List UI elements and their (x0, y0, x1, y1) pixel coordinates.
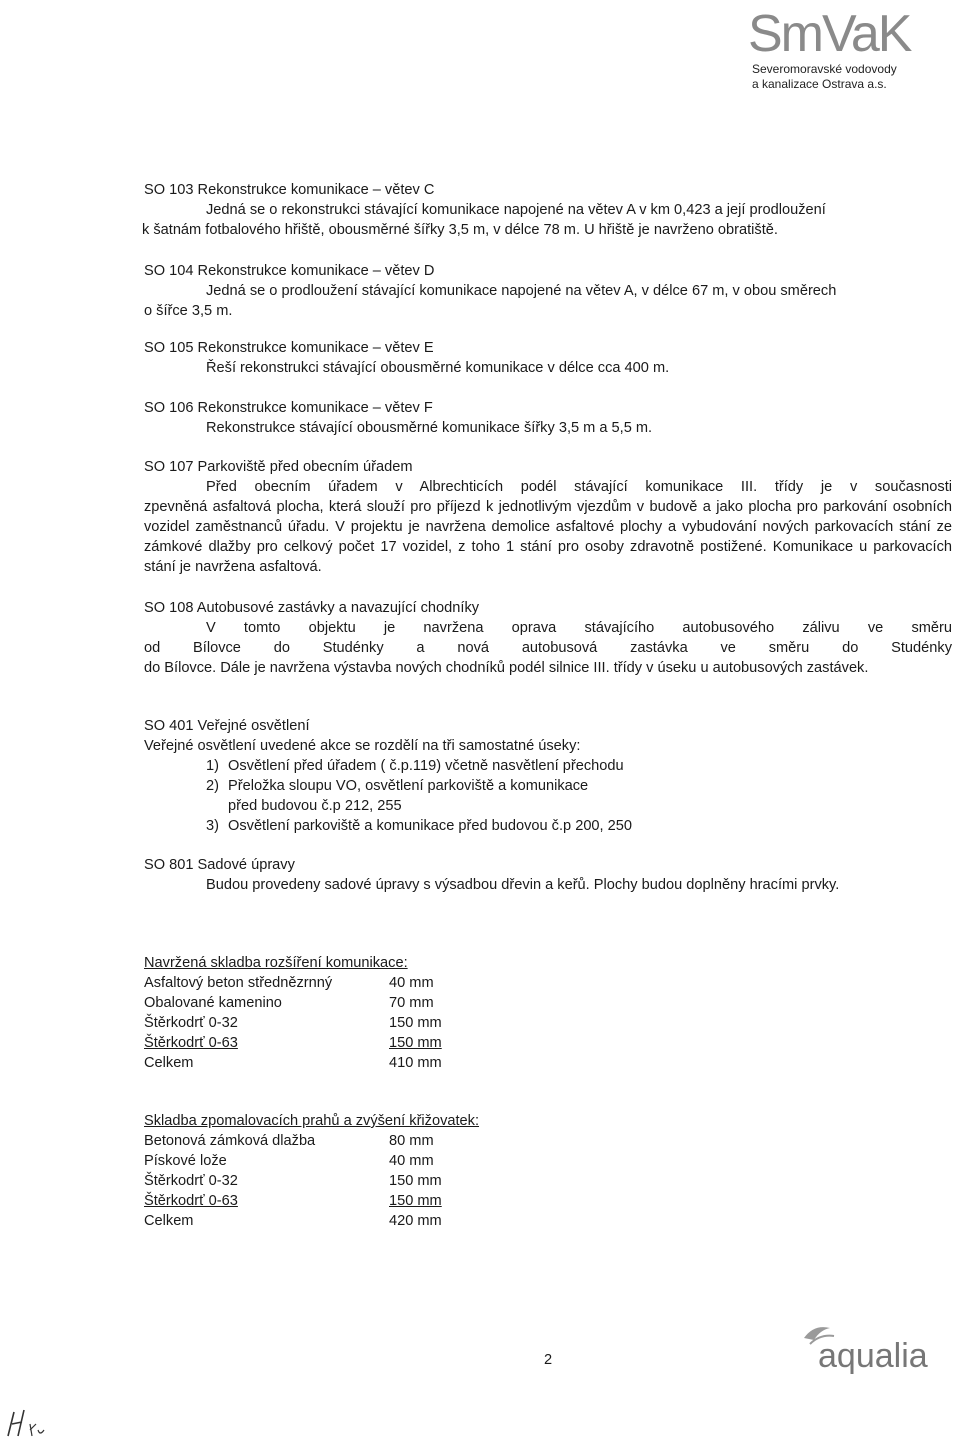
section-body-line: Řeší rekonstrukci stávající obousměrné komunikace v délce cca 400 m. (206, 360, 670, 376)
material-name: Betonová zámková dlažba (144, 1133, 316, 1149)
road-widening-composition (144, 953, 544, 1073)
composition-total-row (144, 1211, 544, 1231)
section-title: SO 401 Veřejné osvětlení (144, 718, 310, 734)
smvak-logo-mark: SmVaK (748, 5, 911, 63)
section-title: SO 104 Rekonstrukce komunikace – větev D (144, 263, 435, 279)
section-body-paragraph: do Bílovce. Dále je navržena výstavba nových chodníků podél silnice III. třídy v úseku u autobusových zastávek. (144, 660, 869, 676)
section-title: SO 106 Rekonstrukce komunikace – větev F (144, 400, 433, 416)
section-body-line: Před obecním úřadem v Albrechticích podél stávající komunikace III. třídy je v současnosti (206, 479, 952, 495)
composition-row (144, 1151, 544, 1171)
material-thickness: 150 mm (389, 1193, 442, 1209)
speed-bump-composition (144, 1111, 544, 1231)
section-title: SO 107 Parkoviště před obecním úřadem (144, 459, 413, 475)
material-name: Štěrkodrť 0-32 (144, 1015, 238, 1031)
section-so-104 (144, 261, 952, 321)
smvak-logo (748, 6, 948, 110)
material-thickness: 150 mm (389, 1035, 442, 1051)
section-body-line: o šířce 3,5 m. (144, 303, 233, 319)
list-item-number: 3) (206, 818, 219, 834)
material-name: Celkem (144, 1055, 194, 1071)
list-item (206, 756, 952, 776)
section-body-line: Jedná se o prodloužení stávající komunikace napojené na větev A, v délce 67 m, v obou směrech (206, 283, 837, 299)
material-thickness: 40 mm (389, 975, 434, 991)
aqualia-logo-text: aqualia (818, 1337, 928, 1375)
section-body-line: k šatnám fotbalového hřiště, obousměrné šířky 3,5 m, v délce 78 m. U hřiště je navrženo obratiště. (142, 222, 778, 238)
list-item-text: Osvětlení parkoviště a komunikace před budovou č.p 200, 250 (228, 818, 633, 834)
material-name: Štěrkodrť 0-32 (144, 1173, 238, 1189)
material-thickness: 70 mm (389, 995, 434, 1011)
material-name: Pískové lože (144, 1153, 227, 1169)
material-thickness: 40 mm (389, 1153, 434, 1169)
section-title: SO 801 Sadové úpravy (144, 857, 295, 873)
section-intro: Veřejné osvětlení uvedené akce se rozdělí na tři samostatné úseky: (144, 738, 581, 754)
section-body-line: V tomto objektu je navržena oprava stávajícího autobusového zálivu ve směru (206, 620, 952, 636)
handwritten-signature (4, 1406, 54, 1440)
material-name: Celkem (144, 1213, 194, 1229)
section-title: SO 103 Rekonstrukce komunikace – větev C (144, 182, 435, 198)
composition-title: Navržená skladba rozšíření komunikace: (144, 955, 408, 971)
list-item (206, 816, 952, 836)
section-so-401 (144, 716, 952, 836)
section-body-paragraph: zpevněná asfaltová plocha, která slouží pro příjezd k jednotlivým vjezdům v budově a jako plocha pro parkování osobních vozidel zaměstnanců úřadu. V projektu je navržena demolice asfaltové plochy a vybudování nových parkovacích stání ze zámkové dlažby pro celkový počet 17 vozidel, z toho 1 stání pro osoby zdravotně postižené. Komunikace u parkovacích stání je navržena asfaltová. (144, 499, 952, 575)
section-body-line: Rekonstrukce stávající obousměrné komunikace šířky 3,5 m a 5,5 m. (206, 420, 653, 436)
company-name-line2: a kanalizace Ostrava a.s. (752, 77, 887, 91)
material-name: Obalované kamenino (144, 995, 282, 1011)
section-so-801 (144, 855, 952, 895)
section-so-106 (144, 398, 952, 438)
section-so-108 (144, 598, 952, 678)
composition-row (144, 1131, 544, 1151)
material-name: Štěrkodrť 0-63 (144, 1193, 238, 1209)
list-item-number: 1) (206, 758, 219, 774)
list-item-text: Přeložka sloupu VO, osvětlení parkoviště a komunikace (228, 778, 589, 794)
lighting-sections-list (144, 756, 952, 836)
section-so-105 (144, 338, 952, 378)
composition-row (144, 1033, 544, 1053)
list-item (206, 776, 952, 816)
composition-total-row (144, 1053, 544, 1073)
section-title: SO 108 Autobusové zastávky a navazující chodníky (144, 600, 480, 616)
company-name-line1: Severomoravské vodovody (752, 62, 897, 76)
material-thickness: 150 mm (389, 1173, 442, 1189)
material-name: Asfaltový beton střednězrnný (144, 975, 333, 991)
material-name: Štěrkodrť 0-63 (144, 1035, 238, 1051)
section-body-line: od Bílovce do Studénky a nová autobusová zastávka ve směru do Studénky (144, 640, 952, 656)
material-thickness: 150 mm (389, 1015, 442, 1031)
section-so-107 (144, 457, 952, 577)
composition-row (144, 1013, 544, 1033)
composition-row (144, 1191, 544, 1211)
material-thickness: 80 mm (389, 1133, 434, 1149)
composition-row (144, 973, 544, 993)
material-thickness: 410 mm (389, 1055, 442, 1071)
section-body-line: Budou provedeny sadové úpravy s výsadbou dřevin a keřů. Plochy budou doplněny hracími prvky. (206, 877, 840, 893)
section-so-103 (144, 180, 952, 240)
material-thickness: 420 mm (389, 1213, 442, 1229)
page-number: 2 (544, 1352, 553, 1368)
aqualia-logo (800, 1318, 960, 1378)
section-body-line: Jedná se o rekonstrukci stávající komunikace napojené na větev A v km 0,423 a její prodloužení (206, 202, 826, 218)
list-item-number: 2) (206, 778, 219, 794)
list-item-text: Osvětlení před úřadem ( č.p.119) včetně nasvětlení přechodu (228, 758, 624, 774)
composition-row (144, 1171, 544, 1191)
composition-row (144, 993, 544, 1013)
composition-title: Skladba zpomalovacích prahů a zvýšení křižovatek: (144, 1113, 480, 1129)
section-title: SO 105 Rekonstrukce komunikace – větev E (144, 340, 434, 356)
list-item-text-continued: před budovou č.p 212, 255 (228, 798, 402, 814)
